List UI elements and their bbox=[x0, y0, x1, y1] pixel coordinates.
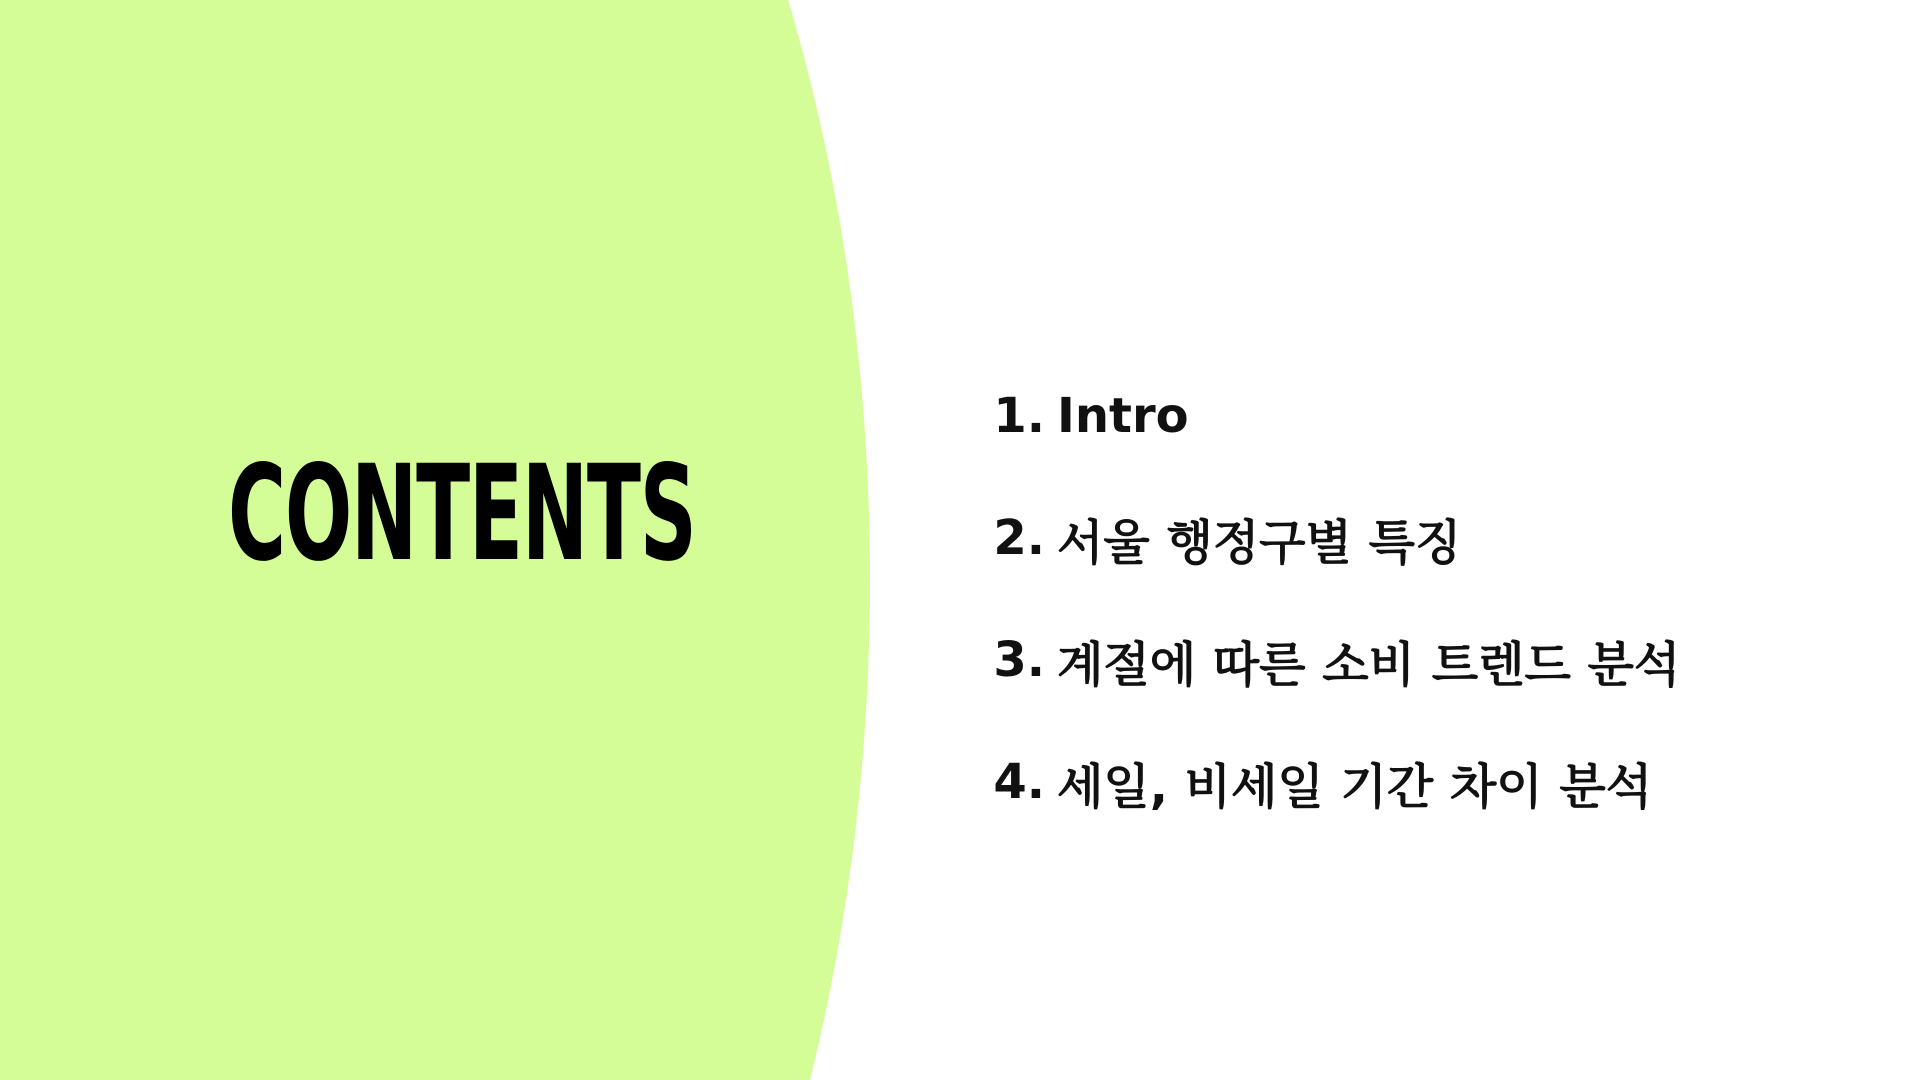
slide-title: CONTENTS bbox=[228, 437, 696, 591]
toc-item-label: 계절에 따른 소비 트렌드 분석 bbox=[1057, 636, 1681, 693]
toc-item-label: 세일, 비세일 기간 차이 분석 bbox=[1057, 758, 1653, 815]
toc-item-label: Intro bbox=[1057, 388, 1189, 444]
toc-item-number: 3. bbox=[993, 632, 1045, 688]
toc-item-sale-analysis bbox=[975, 721, 1680, 843]
toc-item-intro bbox=[975, 355, 1680, 477]
toc-item-district-features bbox=[975, 477, 1680, 599]
toc-item-number: 2. bbox=[993, 510, 1045, 566]
toc-item-number: 1. bbox=[993, 388, 1045, 444]
table-of-contents bbox=[975, 355, 1680, 843]
toc-item-label: 서울 행정구별 특징 bbox=[1057, 514, 1462, 571]
toc-item-number: 4. bbox=[993, 754, 1045, 810]
toc-item-seasonal-trends bbox=[975, 599, 1680, 721]
